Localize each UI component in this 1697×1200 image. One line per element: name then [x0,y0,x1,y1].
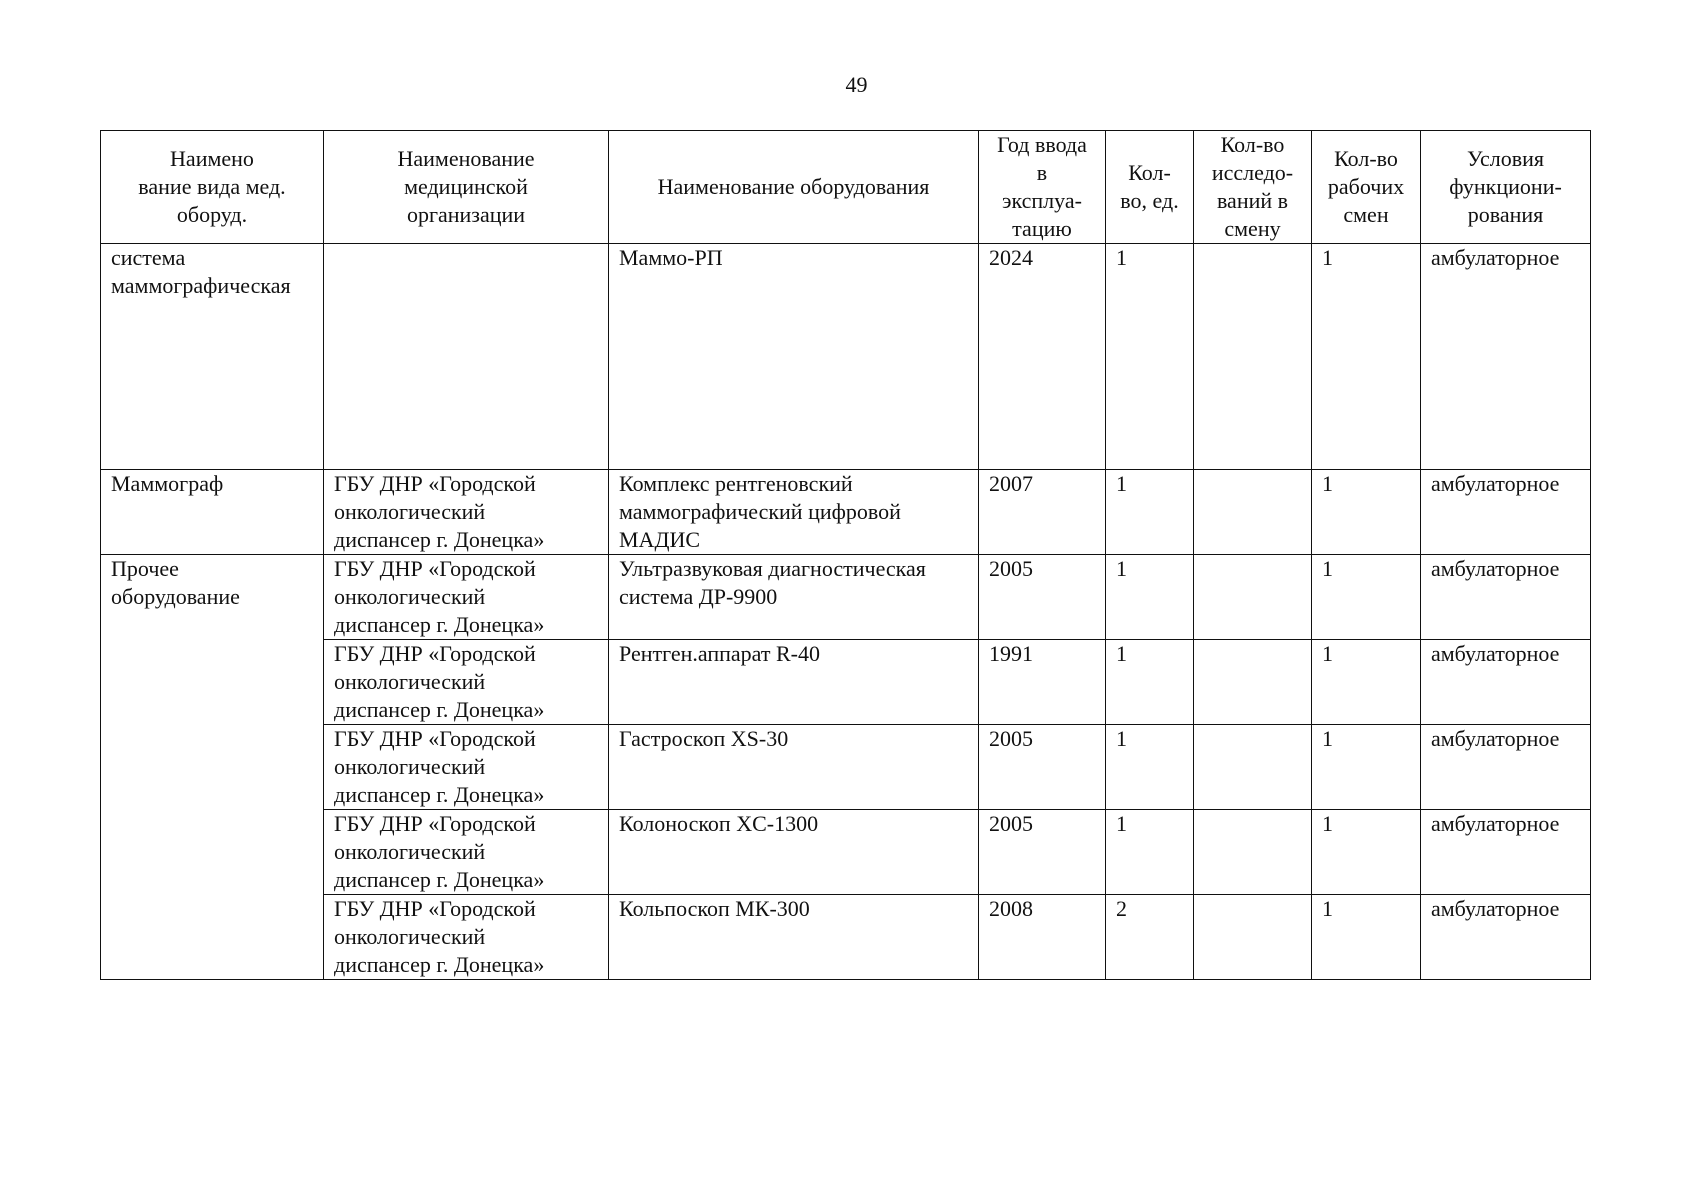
cell-conditions: амбулаторное [1421,810,1591,895]
cell-quantity: 1 [1106,555,1194,640]
table-header-row [101,131,1591,244]
cell-organization: ГБУ ДНР «Городской онкологический диспансер г. Донецка» [324,895,609,980]
cell-studies-per-shift [1194,470,1312,555]
header-operating-conditions: Условия функциони- рования [1421,131,1591,244]
cell-year: 2005 [979,555,1106,640]
cell-shifts: 1 [1312,470,1421,555]
cell-equipment-name: Кольпоскоп МК-300 [609,895,979,980]
header-year-commissioned: Год ввода в эксплуа- тацию [979,131,1106,244]
cell-organization: ГБУ ДНР «Городской онкологический диспансер г. Донецка» [324,470,609,555]
cell-equipment-name: Маммо-РП [609,244,979,470]
cell-quantity: 1 [1106,244,1194,470]
cell-organization [324,244,609,470]
cell-organization: ГБУ ДНР «Городской онкологический диспансер г. Донецка» [324,640,609,725]
table-row [101,470,1591,555]
header-work-shifts: Кол-во рабочих смен [1312,131,1421,244]
cell-equipment-name: Ультразвуковая диагностическая система ДР-9900 [609,555,979,640]
cell-shifts: 1 [1312,895,1421,980]
cell-equipment-name: Рентген.аппарат R-40 [609,640,979,725]
cell-year: 2008 [979,895,1106,980]
cell-year: 2024 [979,244,1106,470]
cell-conditions: амбулаторное [1421,725,1591,810]
header-equipment-name: Наименование оборудования [609,131,979,244]
header-equipment-type: Наимено вание вида мед. оборуд. [101,131,324,244]
cell-equipment-name: Колоноскоп XC-1300 [609,810,979,895]
table-row [101,895,1591,980]
cell-equipment-type: Маммограф [101,470,324,555]
cell-shifts: 1 [1312,810,1421,895]
cell-quantity: 1 [1106,470,1194,555]
cell-conditions: амбулаторное [1421,640,1591,725]
table-row [101,725,1591,810]
cell-quantity: 2 [1106,895,1194,980]
cell-shifts: 1 [1312,555,1421,640]
header-organization: Наименование медицинской организации [324,131,609,244]
cell-quantity: 1 [1106,810,1194,895]
cell-year: 2005 [979,810,1106,895]
cell-studies-per-shift [1194,810,1312,895]
cell-year: 2005 [979,725,1106,810]
cell-studies-per-shift [1194,725,1312,810]
cell-year: 1991 [979,640,1106,725]
cell-conditions: амбулаторное [1421,244,1591,470]
header-studies-per-shift: Кол-во исследо- ваний в смену [1194,131,1312,244]
table-row [101,640,1591,725]
table-row [101,244,1591,470]
cell-conditions: амбулаторное [1421,470,1591,555]
cell-shifts: 1 [1312,640,1421,725]
page-number: 49 [845,72,868,97]
cell-shifts: 1 [1312,244,1421,470]
cell-quantity: 1 [1106,725,1194,810]
cell-organization: ГБУ ДНР «Городской онкологический диспансер г. Донецка» [324,555,609,640]
table-row [101,810,1591,895]
cell-studies-per-shift [1194,640,1312,725]
cell-shifts: 1 [1312,725,1421,810]
cell-equipment-type: Прочее оборудование [101,555,324,980]
cell-equipment-name: Гастроскоп XS-30 [609,725,979,810]
cell-quantity: 1 [1106,640,1194,725]
cell-equipment-type: система маммографическая [101,244,324,470]
table-row [101,555,1591,640]
cell-conditions: амбулаторное [1421,555,1591,640]
cell-studies-per-shift [1194,244,1312,470]
cell-equipment-name: Комплекс рентгеновский маммографический цифровой МАДИС [609,470,979,555]
cell-studies-per-shift [1194,895,1312,980]
cell-organization: ГБУ ДНР «Городской онкологический диспансер г. Донецка» [324,725,609,810]
cell-year: 2007 [979,470,1106,555]
equipment-table [100,130,1591,980]
header-quantity: Кол- во, ед. [1106,131,1194,244]
cell-organization: ГБУ ДНР «Городской онкологический диспансер г. Донецка» [324,810,609,895]
cell-conditions: амбулаторное [1421,895,1591,980]
cell-studies-per-shift [1194,555,1312,640]
